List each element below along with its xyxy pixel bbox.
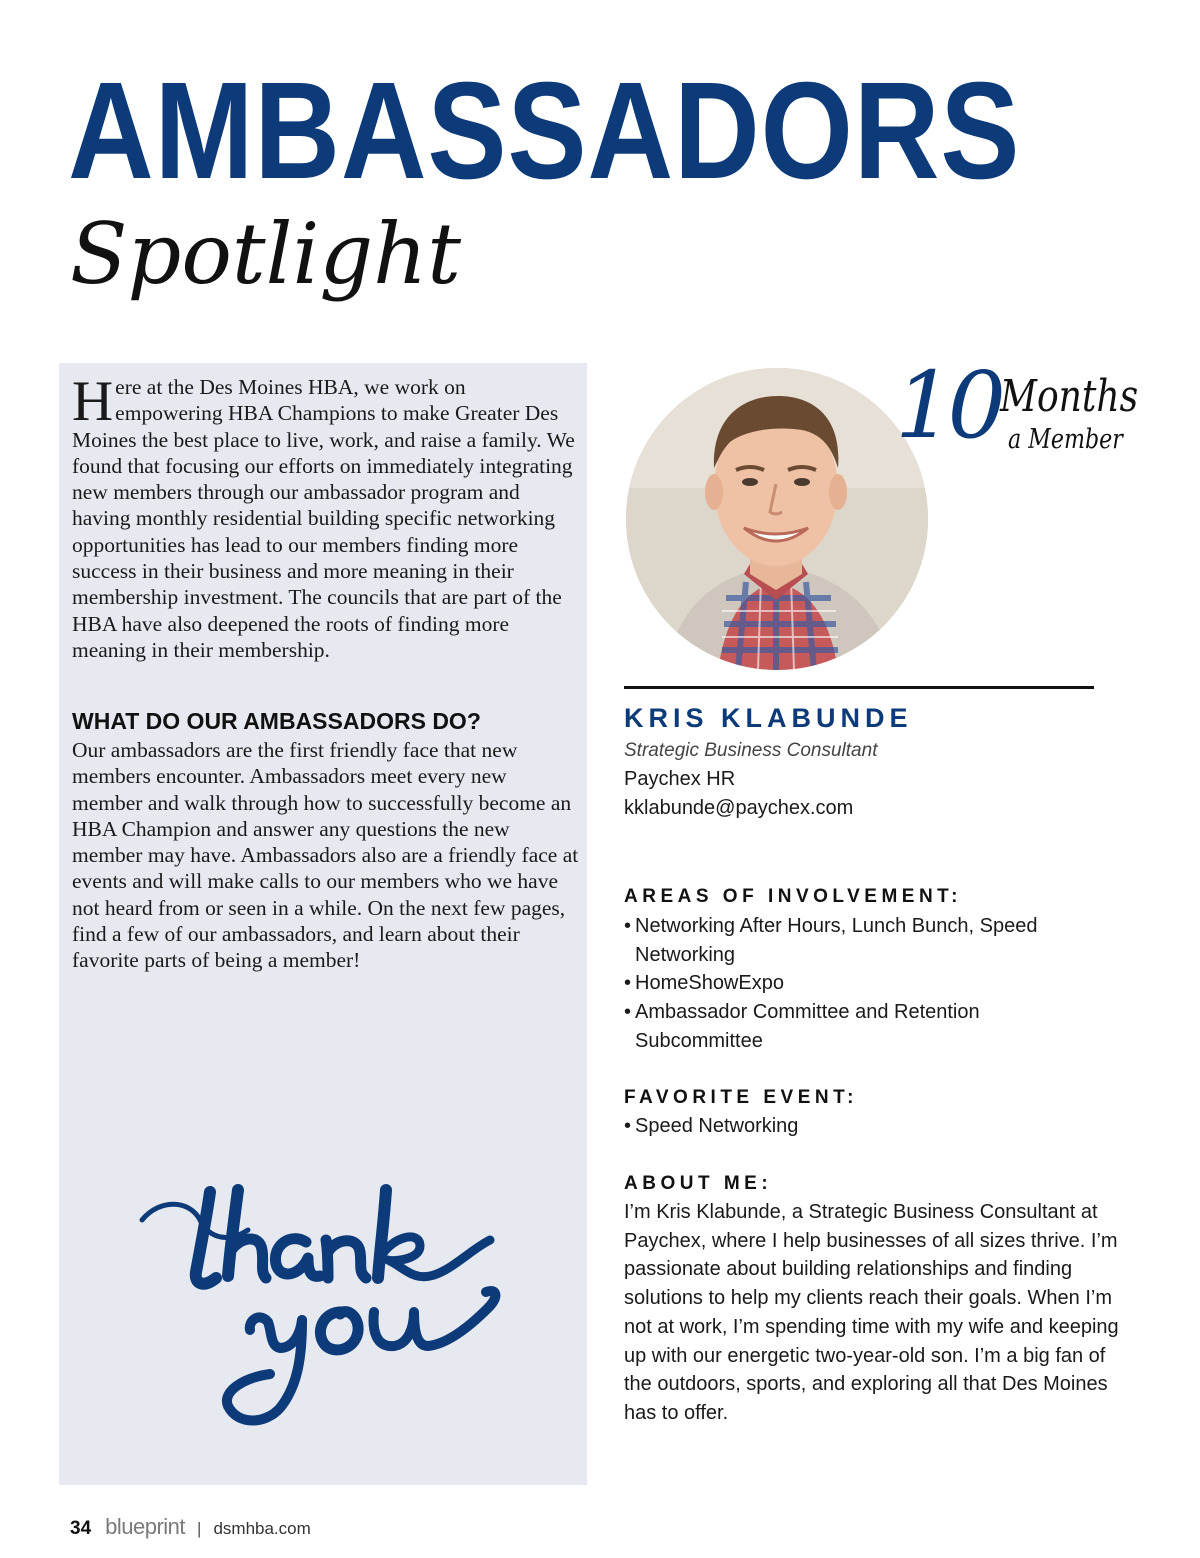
tenure-number: 10 <box>895 352 1001 459</box>
list-item: • Speed Networking <box>624 1112 1094 1141</box>
profile-job-title: Strategic Business Consultant <box>624 740 878 761</box>
tenure-unit: Months <box>1000 371 1139 422</box>
involvement-list <box>624 912 1094 1056</box>
list-item: • Ambassador Committee and Retention Subcommittee <box>624 998 1094 1055</box>
page-number: 34 <box>70 1518 92 1539</box>
profile-photo <box>626 368 928 670</box>
favorite-event-list <box>624 1112 1094 1141</box>
about-me-text: I’m Kris Klabunde, a Strategic Business Consultant at Paychex, where I help businesses of all sizes thrive. I’m passionate about building relationships and finding solutions to help my clients reach their goals. When I’m not at work, I’m spending time with my wife and keeping up with our energetic two-year-old son. I’m a big fan of the outdoors, sports, and exploring all that Des Moines has to offer. <box>624 1201 1119 1424</box>
intro-paragraph <box>72 370 578 663</box>
about-me-label: ABOUT ME: <box>624 1173 773 1194</box>
publication-logo: blueprint <box>105 1514 186 1539</box>
involvement-label: AREAS OF INVOLVEMENT: <box>624 886 962 907</box>
thank-you-illustration <box>130 1180 520 1440</box>
page-title: AMBASSADORS <box>68 54 1021 208</box>
profile-name: KRIS KLABUNDE <box>624 703 913 733</box>
list-item: • HomeShowExpo <box>624 969 1094 998</box>
page-subtitle: Spotlight <box>70 205 462 303</box>
favorite-event-label: FAVORITE EVENT: <box>624 1087 858 1108</box>
profile-company: Paychex HR <box>624 768 736 790</box>
portrait-illustration <box>626 368 928 670</box>
drop-cap: H <box>72 370 114 433</box>
page-footer <box>70 1514 311 1542</box>
intro-text: ere at the Des Moines HBA, we work on empowering HBA Champions to make Greater Des Moines the best place to live, work, and raise a family. We found that focusing our efforts on immediately integrating new members through our ambassador program and having monthly residential building specific networking opportunities has lead to our members finding more success in their business and more meaning in their membership investment. The councils that are part of the HBA have also deepened the roots of finding more meaning in their membership. <box>72 375 575 662</box>
ambassadors-heading: WHAT DO OUR AMBASSADORS DO? <box>72 708 481 734</box>
divider <box>624 686 1094 689</box>
list-item: • Networking After Hours, Lunch Bunch, Speed Networking <box>624 912 1094 969</box>
website-link[interactable]: dsmhba.com <box>213 1519 311 1538</box>
profile-email: kklabunde@paychex.com <box>624 797 854 819</box>
tenure-suffix: a Member <box>1008 424 1123 455</box>
ambassadors-paragraph: Our ambassadors are the first friendly face that new members encounter. Ambassadors meet every new member and walk through how to successfully become an HBA Champion and answer any questions the new member may have. Ambassadors also are a friendly face at events and will make calls to our members who we have not heard from or seen in a while. On the next few pages, find a few of our ambassadors, and learn about their favorite parts of being a member! <box>72 738 579 973</box>
footer-separator: | <box>197 1519 202 1538</box>
